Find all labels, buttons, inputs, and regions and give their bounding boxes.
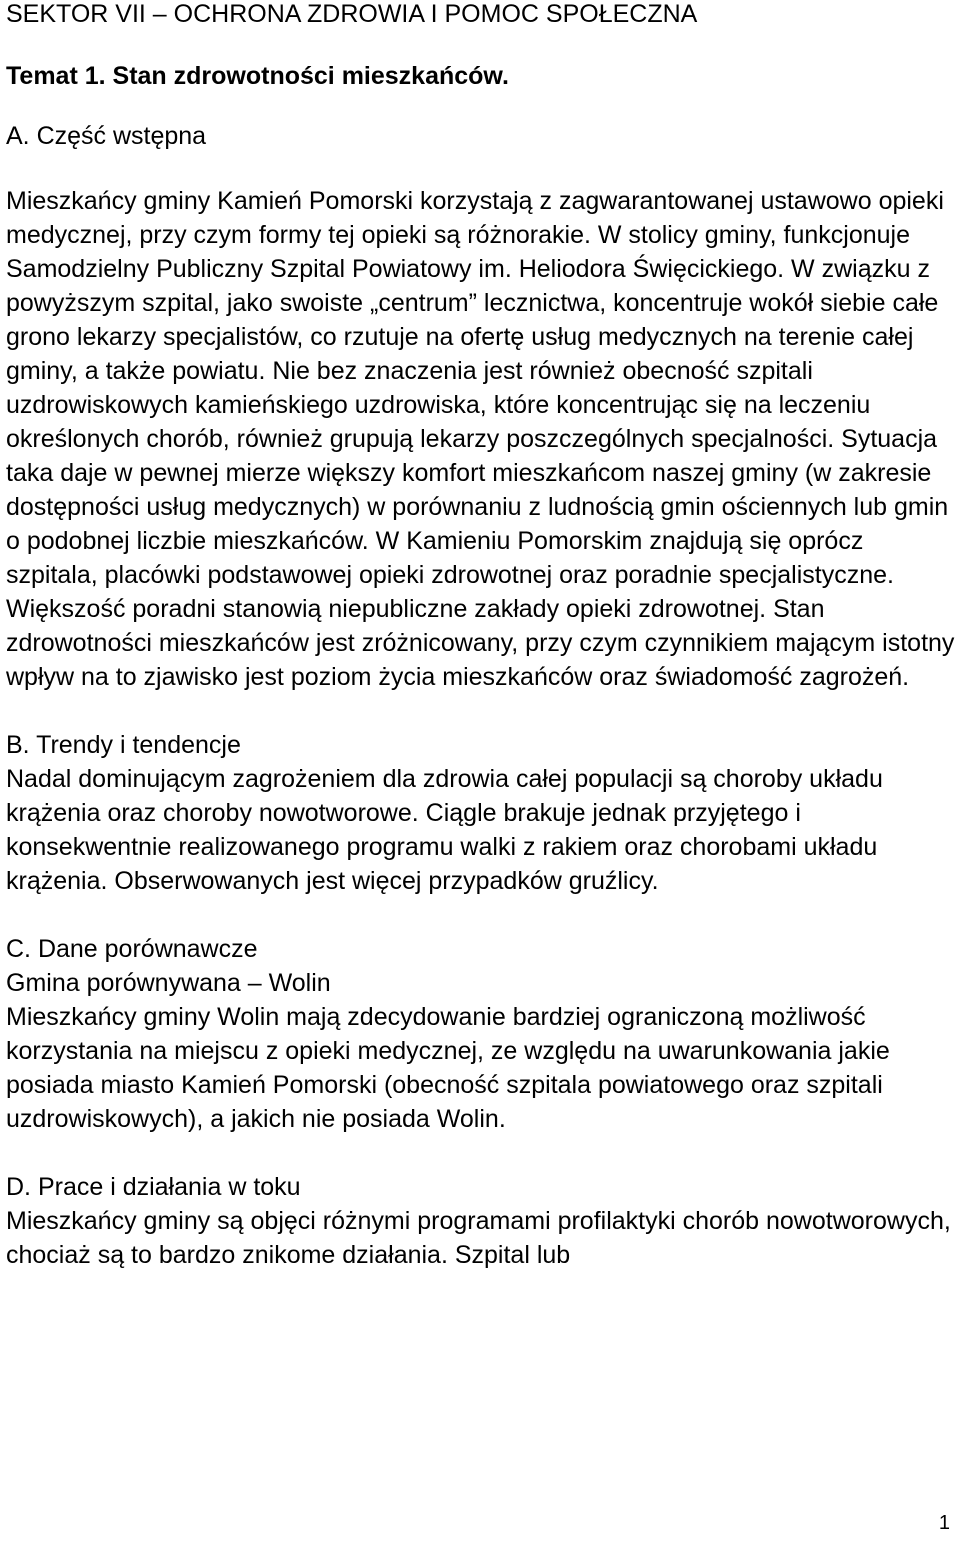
- page-number: 1: [938, 1512, 950, 1534]
- sector-header: SEKTOR VII – OCHRONA ZDROWIA I POMOC SPOŁECZNA: [6, 0, 698, 28]
- section-c: [6, 932, 958, 1136]
- paragraph: Mieszkańcy gminy Kamień Pomorski korzystają z zagwarantowanej ustawowo opieki medycznej, przy czym formy tej opieki są różnorakie. W stolicy gminy, funkcjonuje Samodzielny Publiczny Szpital Powiatowy im. Heliodora Święcickiego. W związku z powyższym szpital, jako swoiste „centrum” lecznictwa, koncentruje wokół siebie całe grono lekarzy specjalistów, co rzutuje na ofertę usług medycznych na terenie całej gminy, a także powiatu. Nie bez znaczenia jest również obecność szpitali uzdrowiskowych kamieńskiego uzdrowiska, które koncentrując się na leczeniu określonych chorób, również grupują lekarzy poszczególnych specjalności. Sytuacja taka daje w pewnej mierze większy komfort mieszkańcom naszej gminy (w zakresie dostępności usług medycznych) w porównaniu z ludnością gmin ościennych lub gmin o podobnej liczbie mieszkańców. W Kamieniu Pomorskim znajdują się oprócz szpitala, placówki podstawowej opieki zdrowotnej oraz poradnie specjalistyczne. Większość poradni stanowią niepubliczne zakłady opieki zdrowotnej. Stan zdrowotności mieszkańców jest zróżnicowany, przy czym czynnikiem mającym istotny wpływ na to zjawisko jest poziom życia mieszkańców oraz świadomość zagrożeń.: [6, 187, 955, 691]
- section-heading: A. Część wstępna: [6, 122, 207, 150]
- paragraph: Mieszkańcy gminy Wolin mają zdecydowanie bardziej ograniczoną możliwość korzystania na miejscu z opieki medycznej, ze względu na uwarunkowania jakie posiada miasto Kamień Pomorski (obecność szpitala powiatowego oraz szpitali uzdrowiskowych), a jakich nie posiada Wolin.: [6, 1003, 890, 1133]
- paragraph: Nadal dominującym zagrożeniem dla zdrowia całej populacji są choroby układu krążenia oraz choroby nowotworowe. Ciągle brakuje jednak przyjętego i konsekwentnie realizowanego programu walki z rakiem oraz chorobami układu krążenia. Obserwowanych jest więcej przypadków gruźlicy.: [6, 765, 883, 895]
- section-heading: C. Dane porównawcze: [6, 935, 258, 963]
- section-d: [6, 1170, 958, 1272]
- section-a: [6, 119, 958, 694]
- document-page: [6, 0, 958, 1272]
- paragraph: Mieszkańcy gminy są objęci różnymi programami profilaktyki chorób nowotworowych, chociaż są to bardzo znikome działania. Szpital lub: [6, 1207, 951, 1269]
- comparison-municipality: Gmina porównywana – Wolin: [6, 969, 331, 997]
- topic-title: Temat 1. Stan zdrowotności mieszkańców.: [6, 62, 509, 90]
- section-heading: B. Trendy i tendencje: [6, 731, 241, 759]
- section-b: [6, 728, 958, 898]
- section-heading: D. Prace i działania w toku: [6, 1173, 301, 1201]
